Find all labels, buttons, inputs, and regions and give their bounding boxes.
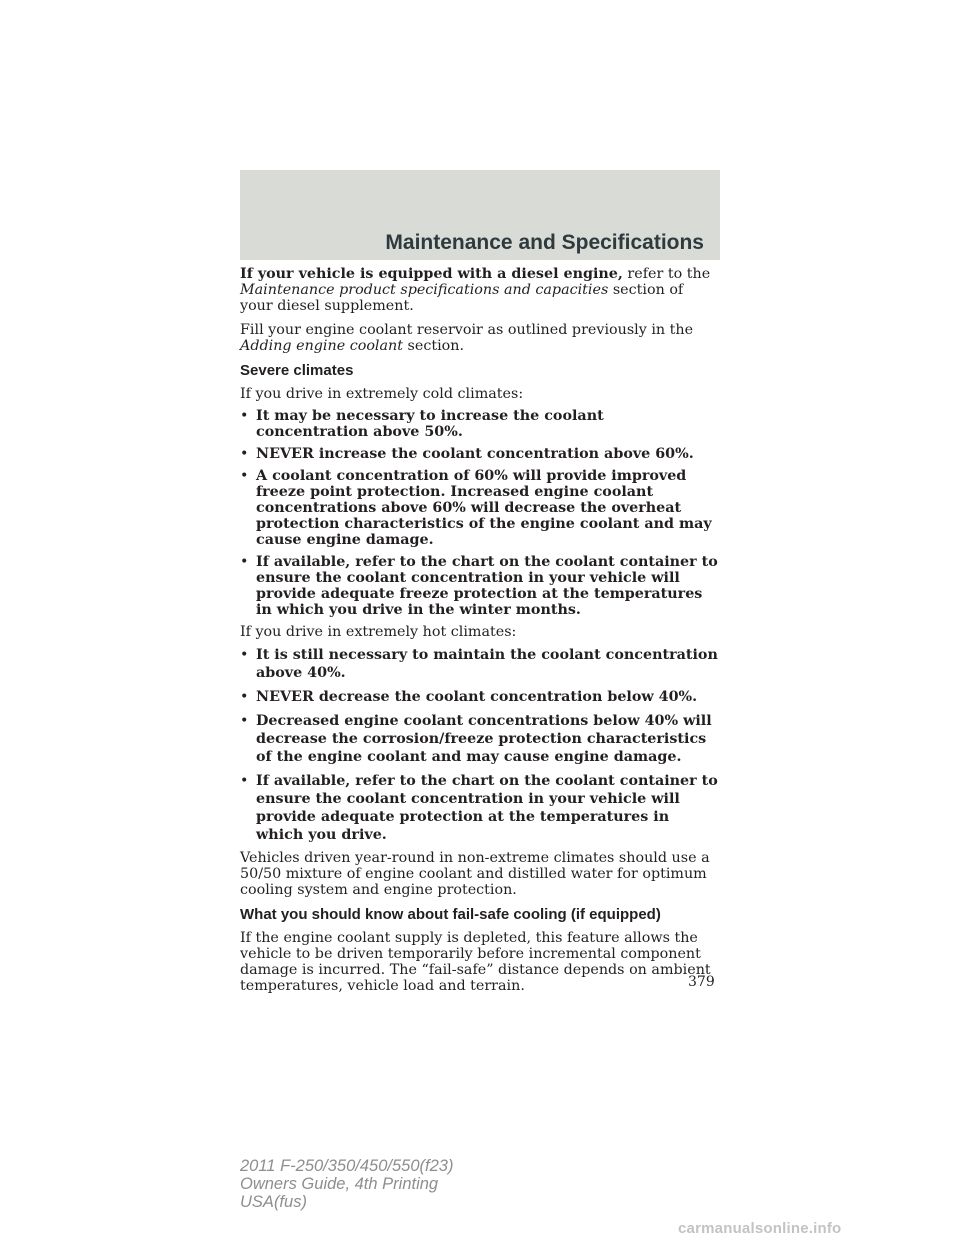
year-round-paragraph: Vehicles driven year-round in non-extreme climates should use a 50/50 mixture of engine coolant and distilled water for optimum cooling system and engine protection. [240,850,710,898]
list-item [240,468,720,548]
footer-market: USA [240,1193,274,1211]
section-title: Maintenance and Specifications [385,231,704,254]
section-header-band [240,170,720,260]
list-item [240,772,720,844]
list-item-text: NEVER increase the coolant concentration above 60%. [256,446,694,462]
document-footer [240,1157,453,1211]
list-item-text: A coolant concentration of 60% will provide improved freeze point protection. Increased engine coolant concentrations above 60% will decrease the overheat protection characteristics of the engine coolant and may cause engine damage. [256,468,712,548]
bullet-icon: • [240,408,249,424]
list-item-text: It may be necessary to increase the coolant concentration above 50%. [256,408,604,440]
reservoir-text-1: Fill your engine coolant reservoir as outlined previously in the [240,322,694,338]
reservoir-ref: Adding engine coolant [240,338,403,354]
bullet-icon: • [240,468,249,484]
list-item [240,646,720,682]
list-item [240,554,720,618]
diesel-ref: Maintenance product specifications and capacities [240,282,609,298]
list-item [240,446,720,462]
footer-line-1 [240,1157,453,1175]
footer-line-2: Owners Guide, 4th Printing [240,1175,439,1193]
footer-market-code: (fus) [273,1193,307,1211]
bullet-icon: • [240,446,249,462]
list-item-text: It is still necessary to maintain the coolant concentration above 40%. [256,647,718,681]
list-item [240,408,720,440]
footer-line-3 [240,1193,453,1211]
list-item-text: Decreased engine coolant concentrations below 40% will decrease the corrosion/freeze protection characteristics of the engine coolant and may cause engine damage. [256,713,712,765]
fail-safe-heading: What you should know about fail-safe cooling (if equipped) [240,906,661,923]
footer-model: 2011 F-250/350/450/550 [240,1157,420,1175]
fail-safe-paragraph: If the engine coolant supply is depleted, this feature allows the vehicle to be driven temporarily before incremental component damage is incurred. The “fail-safe” distance depends on ambient temperatures, vehicle load and terrain. [240,930,711,994]
reservoir-text-2: section. [402,338,465,354]
bullet-icon: • [240,554,249,570]
diesel-text-1: refer to the [622,266,711,282]
diesel-paragraph [240,266,720,314]
bullet-icon: • [240,689,249,705]
list-item-text: If available, refer to the chart on the coolant container to ensure the coolant concentration in your vehicle will provide adequate freeze protection at the temperatures in which you drive in the winter months. [256,554,718,618]
diesel-text-2: section of your diesel supplement. [240,282,684,314]
cold-intro: If you drive in extremely cold climates: [240,386,524,402]
bullet-icon: • [240,713,249,729]
list-item [240,712,720,766]
bullet-icon: • [240,647,249,663]
hot-intro: If you drive in extremely hot climates: [240,624,517,640]
list-item [240,688,720,706]
reservoir-paragraph [240,322,720,354]
severe-climates-heading: Severe climates [240,362,354,379]
footer-model-code: (f23) [419,1157,454,1175]
site-watermark: carmanualsonline.info [678,1220,842,1237]
page-body [240,266,720,1002]
diesel-lead: If your vehicle is equipped with a diesel engine, [240,266,623,282]
list-item-text: NEVER decrease the coolant concentration below 40%. [256,689,698,705]
bullet-icon: • [240,773,249,789]
hot-bullet-list [240,646,720,844]
cold-bullet-list [240,408,720,618]
page-number: 379 [688,974,715,990]
list-item-text: If available, refer to the chart on the coolant container to ensure the coolant concentration in your vehicle will provide adequate protection at the temperatures in which you drive. [256,773,718,843]
